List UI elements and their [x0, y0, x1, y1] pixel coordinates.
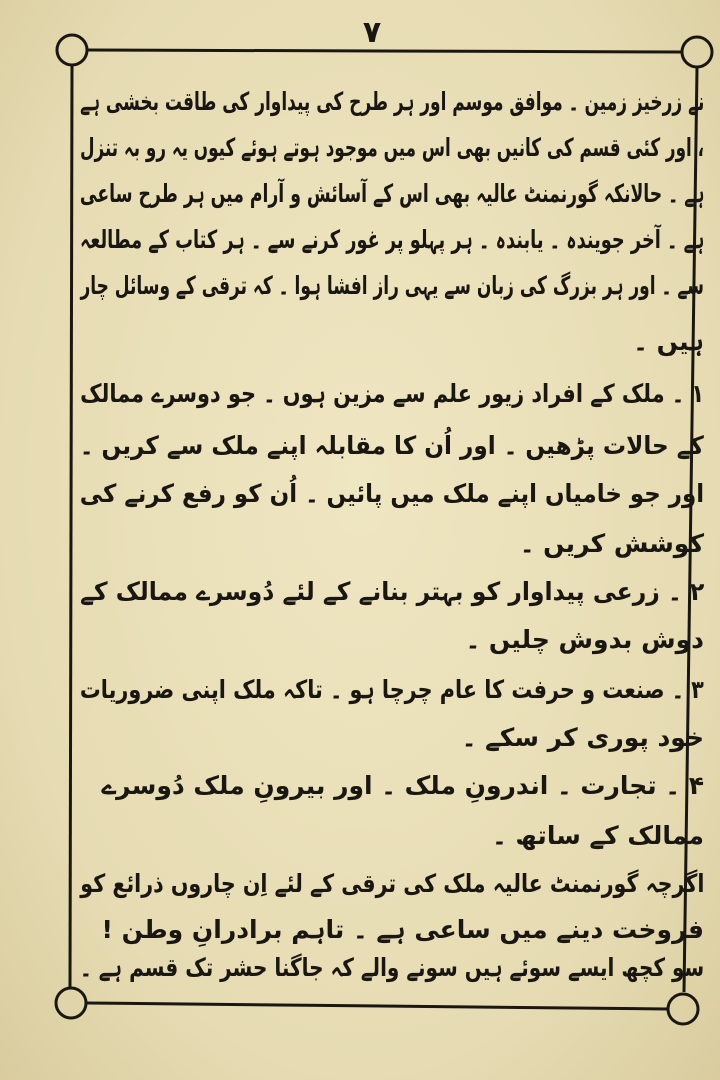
text-line: ، اور کئی قسم کی کانیں بھی اس میں موجود ہوتے ہوئے کیوں یہ رو بہ تنزل — [79, 133, 704, 162]
text-line: ۳ ۔ صنعت و حرفت کا عام چرچا ہو ۔ تاکہ ملک اپنی ضروریات — [80, 675, 704, 704]
text-line: ۴ ۔ تجارت ۔ اندرونِ ملک ۔ اور بیرونِ ملک دُوسرے — [101, 771, 704, 800]
text-line: اور جو خامیاں اپنے ملک میں پائیں ۔ اُن کو رفع کرنے کی — [79, 479, 704, 508]
text-line: خود پوری کر سکے ۔ — [461, 723, 704, 752]
corner-ornament-bottom-left — [56, 988, 86, 1018]
text-line: ہے ۔ آخر جویندہ ۔ یابندہ ۔ ہر پہلو پر غور کرنے سے ۔ ہر کتاب کے مطالعہ — [79, 225, 704, 254]
text-line: فروخت دینے میں ساعی ہے ۔ تاہم برادرانِ وطن ! — [101, 915, 704, 944]
page-number: ۷ — [362, 15, 382, 50]
corner-ornament-top-right — [682, 37, 712, 67]
corner-ornament-bottom-right — [668, 994, 698, 1024]
text-line: ہے ۔ حالانکہ گورنمنٹ عالیہ بھی اس کے آسائش و آرام میں ہر طرح ساعی — [79, 179, 704, 208]
text-line: کوشش کریں ۔ — [519, 529, 704, 558]
text-line: نے زرخیز زمین ۔ موافق موسم اور ہر طرح کی پیداوار کی طاقت بخشی ہے — [79, 87, 704, 116]
text-line: کے حالات پڑھیں ۔ اور اُن کا مقابلہ اپنے ملک سے کریں ۔ — [80, 431, 704, 460]
text-line: ممالک کے ساتھ ۔ — [492, 821, 704, 850]
text-block — [72, 72, 712, 992]
text-line: ۲ ۔ زرعی پیداوار کو بہتر بنانے کے لئے دُوسرے ممالک کے — [79, 577, 704, 606]
text-line: دوش بدوش چلیں ۔ — [465, 625, 704, 654]
text-line: سے ۔ اور ہر بزرگ کی زبان سے یہی راز افشا ہوا ۔ کہ ترقی کے وسائل چار — [80, 271, 704, 300]
corner-ornament-top-left — [57, 35, 87, 65]
text-line: ہیں ۔ — [633, 327, 704, 356]
text-line: اگرچہ گورنمنٹ عالیہ ملک کی ترقی کے لئے اِن چاروں ذرائع کو — [79, 869, 704, 898]
text-line: سو کچھ ایسے سوئے ہیں سونے والے کہ جاگنا حشر تک قسم ہے ۔ — [79, 953, 704, 982]
text-line: ۱ ۔ ملک کے افراد زیور علم سے مزین ہوں ۔ جو دوسرے ممالک — [80, 379, 704, 408]
